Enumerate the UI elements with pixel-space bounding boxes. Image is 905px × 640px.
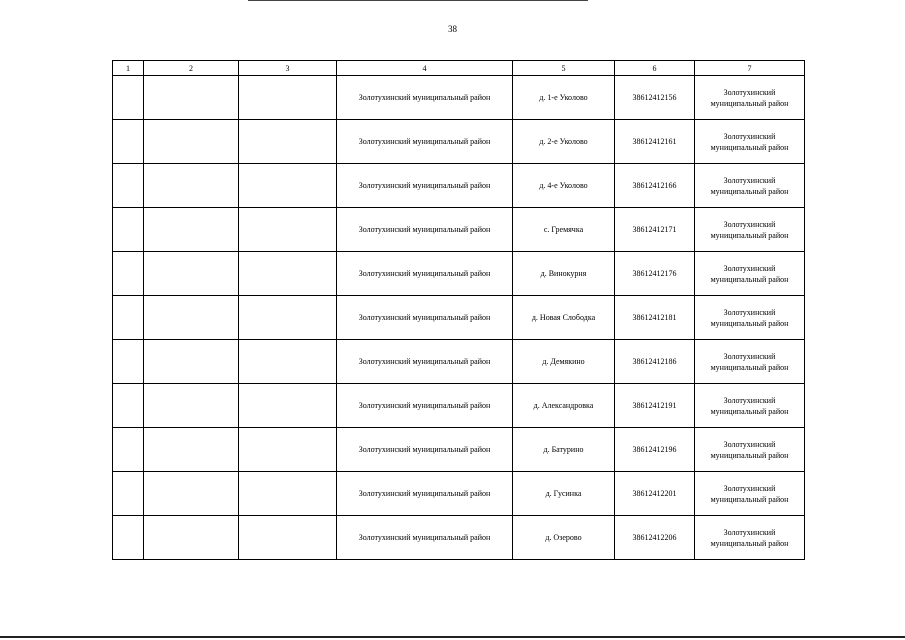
cell-col1 <box>113 428 144 472</box>
cell-col1 <box>113 340 144 384</box>
cell-col2 <box>144 472 239 516</box>
cell-col3 <box>239 516 337 560</box>
cell-col2 <box>144 340 239 384</box>
column-header: 2 <box>144 61 239 76</box>
municipality-cell: Золотухинский муниципальный район <box>695 120 805 164</box>
code-cell: 38612412171 <box>615 208 695 252</box>
municipality-cell: Золотухинский муниципальный район <box>695 208 805 252</box>
cell-col3 <box>239 208 337 252</box>
municipality-cell: Золотухинский муниципальный район <box>695 384 805 428</box>
column-header: 7 <box>695 61 805 76</box>
code-cell: 38612412166 <box>615 164 695 208</box>
column-header: 3 <box>239 61 337 76</box>
locality-cell: д. 4-е Уколово <box>513 164 615 208</box>
locality-cell: с. Гремячка <box>513 208 615 252</box>
column-header: 4 <box>337 61 513 76</box>
cell-col1 <box>113 472 144 516</box>
cell-col1 <box>113 164 144 208</box>
cell-col2 <box>144 252 239 296</box>
district-cell: Золотухинский муниципальный район <box>337 296 513 340</box>
code-cell: 38612412181 <box>615 296 695 340</box>
district-cell: Золотухинский муниципальный район <box>337 120 513 164</box>
page-number: 38 <box>448 24 457 34</box>
bottom-scan-rule <box>0 636 905 638</box>
table-row <box>113 76 805 120</box>
locality-cell: д. 1-е Уколово <box>513 76 615 120</box>
municipality-cell: Золотухинский муниципальный район <box>695 296 805 340</box>
cell-col2 <box>144 208 239 252</box>
municipality-cell: Золотухинский муниципальный район <box>695 76 805 120</box>
locality-cell: д. Александровка <box>513 384 615 428</box>
district-cell: Золотухинский муниципальный район <box>337 76 513 120</box>
locality-cell: д. Демякино <box>513 340 615 384</box>
code-cell: 38612412156 <box>615 76 695 120</box>
code-cell: 38612412191 <box>615 384 695 428</box>
cell-col3 <box>239 120 337 164</box>
code-cell: 38612412196 <box>615 428 695 472</box>
district-cell: Золотухинский муниципальный район <box>337 472 513 516</box>
table-row <box>113 296 805 340</box>
district-cell: Золотухинский муниципальный район <box>337 340 513 384</box>
cell-col3 <box>239 384 337 428</box>
locality-cell: д. Озерово <box>513 516 615 560</box>
cell-col2 <box>144 428 239 472</box>
code-cell: 38612412161 <box>615 120 695 164</box>
cell-col3 <box>239 164 337 208</box>
table-row <box>113 120 805 164</box>
cell-col2 <box>144 76 239 120</box>
table-row <box>113 208 805 252</box>
cell-col1 <box>113 120 144 164</box>
locality-cell: д. 2-е Уколово <box>513 120 615 164</box>
cell-col3 <box>239 296 337 340</box>
municipality-cell: Золотухинский муниципальный район <box>695 428 805 472</box>
cell-col1 <box>113 384 144 428</box>
cell-col2 <box>144 516 239 560</box>
cell-col1 <box>113 252 144 296</box>
table-row <box>113 472 805 516</box>
register-table <box>112 60 805 560</box>
district-cell: Золотухинский муниципальный район <box>337 208 513 252</box>
column-header: 1 <box>113 61 144 76</box>
cell-col3 <box>239 472 337 516</box>
cell-col1 <box>113 208 144 252</box>
code-cell: 38612412206 <box>615 516 695 560</box>
locality-cell: д. Новая Слободка <box>513 296 615 340</box>
cell-col1 <box>113 516 144 560</box>
table-row <box>113 252 805 296</box>
cell-col2 <box>144 120 239 164</box>
district-cell: Золотухинский муниципальный район <box>337 252 513 296</box>
header-row <box>113 61 805 76</box>
code-cell: 38612412176 <box>615 252 695 296</box>
municipality-cell: Золотухинский муниципальный район <box>695 252 805 296</box>
district-cell: Золотухинский муниципальный район <box>337 428 513 472</box>
district-cell: Золотухинский муниципальный район <box>337 516 513 560</box>
table-row <box>113 164 805 208</box>
municipality-cell: Золотухинский муниципальный район <box>695 472 805 516</box>
municipality-cell: Золотухинский муниципальный район <box>695 340 805 384</box>
top-scan-rule <box>248 0 588 1</box>
cell-col1 <box>113 296 144 340</box>
locality-cell: д. Винокурня <box>513 252 615 296</box>
municipality-cell: Золотухинский муниципальный район <box>695 516 805 560</box>
locality-cell: д. Гусинка <box>513 472 615 516</box>
district-cell: Золотухинский муниципальный район <box>337 164 513 208</box>
table-row <box>113 384 805 428</box>
code-cell: 38612412186 <box>615 340 695 384</box>
district-cell: Золотухинский муниципальный район <box>337 384 513 428</box>
cell-col3 <box>239 252 337 296</box>
cell-col2 <box>144 384 239 428</box>
code-cell: 38612412201 <box>615 472 695 516</box>
table-row <box>113 428 805 472</box>
municipality-cell: Золотухинский муниципальный район <box>695 164 805 208</box>
cell-col3 <box>239 428 337 472</box>
cell-col3 <box>239 340 337 384</box>
table-row <box>113 340 805 384</box>
column-header: 5 <box>513 61 615 76</box>
column-header: 6 <box>615 61 695 76</box>
cell-col2 <box>144 164 239 208</box>
cell-col1 <box>113 76 144 120</box>
cell-col2 <box>144 296 239 340</box>
cell-col3 <box>239 76 337 120</box>
table-row <box>113 516 805 560</box>
locality-cell: д. Батурино <box>513 428 615 472</box>
